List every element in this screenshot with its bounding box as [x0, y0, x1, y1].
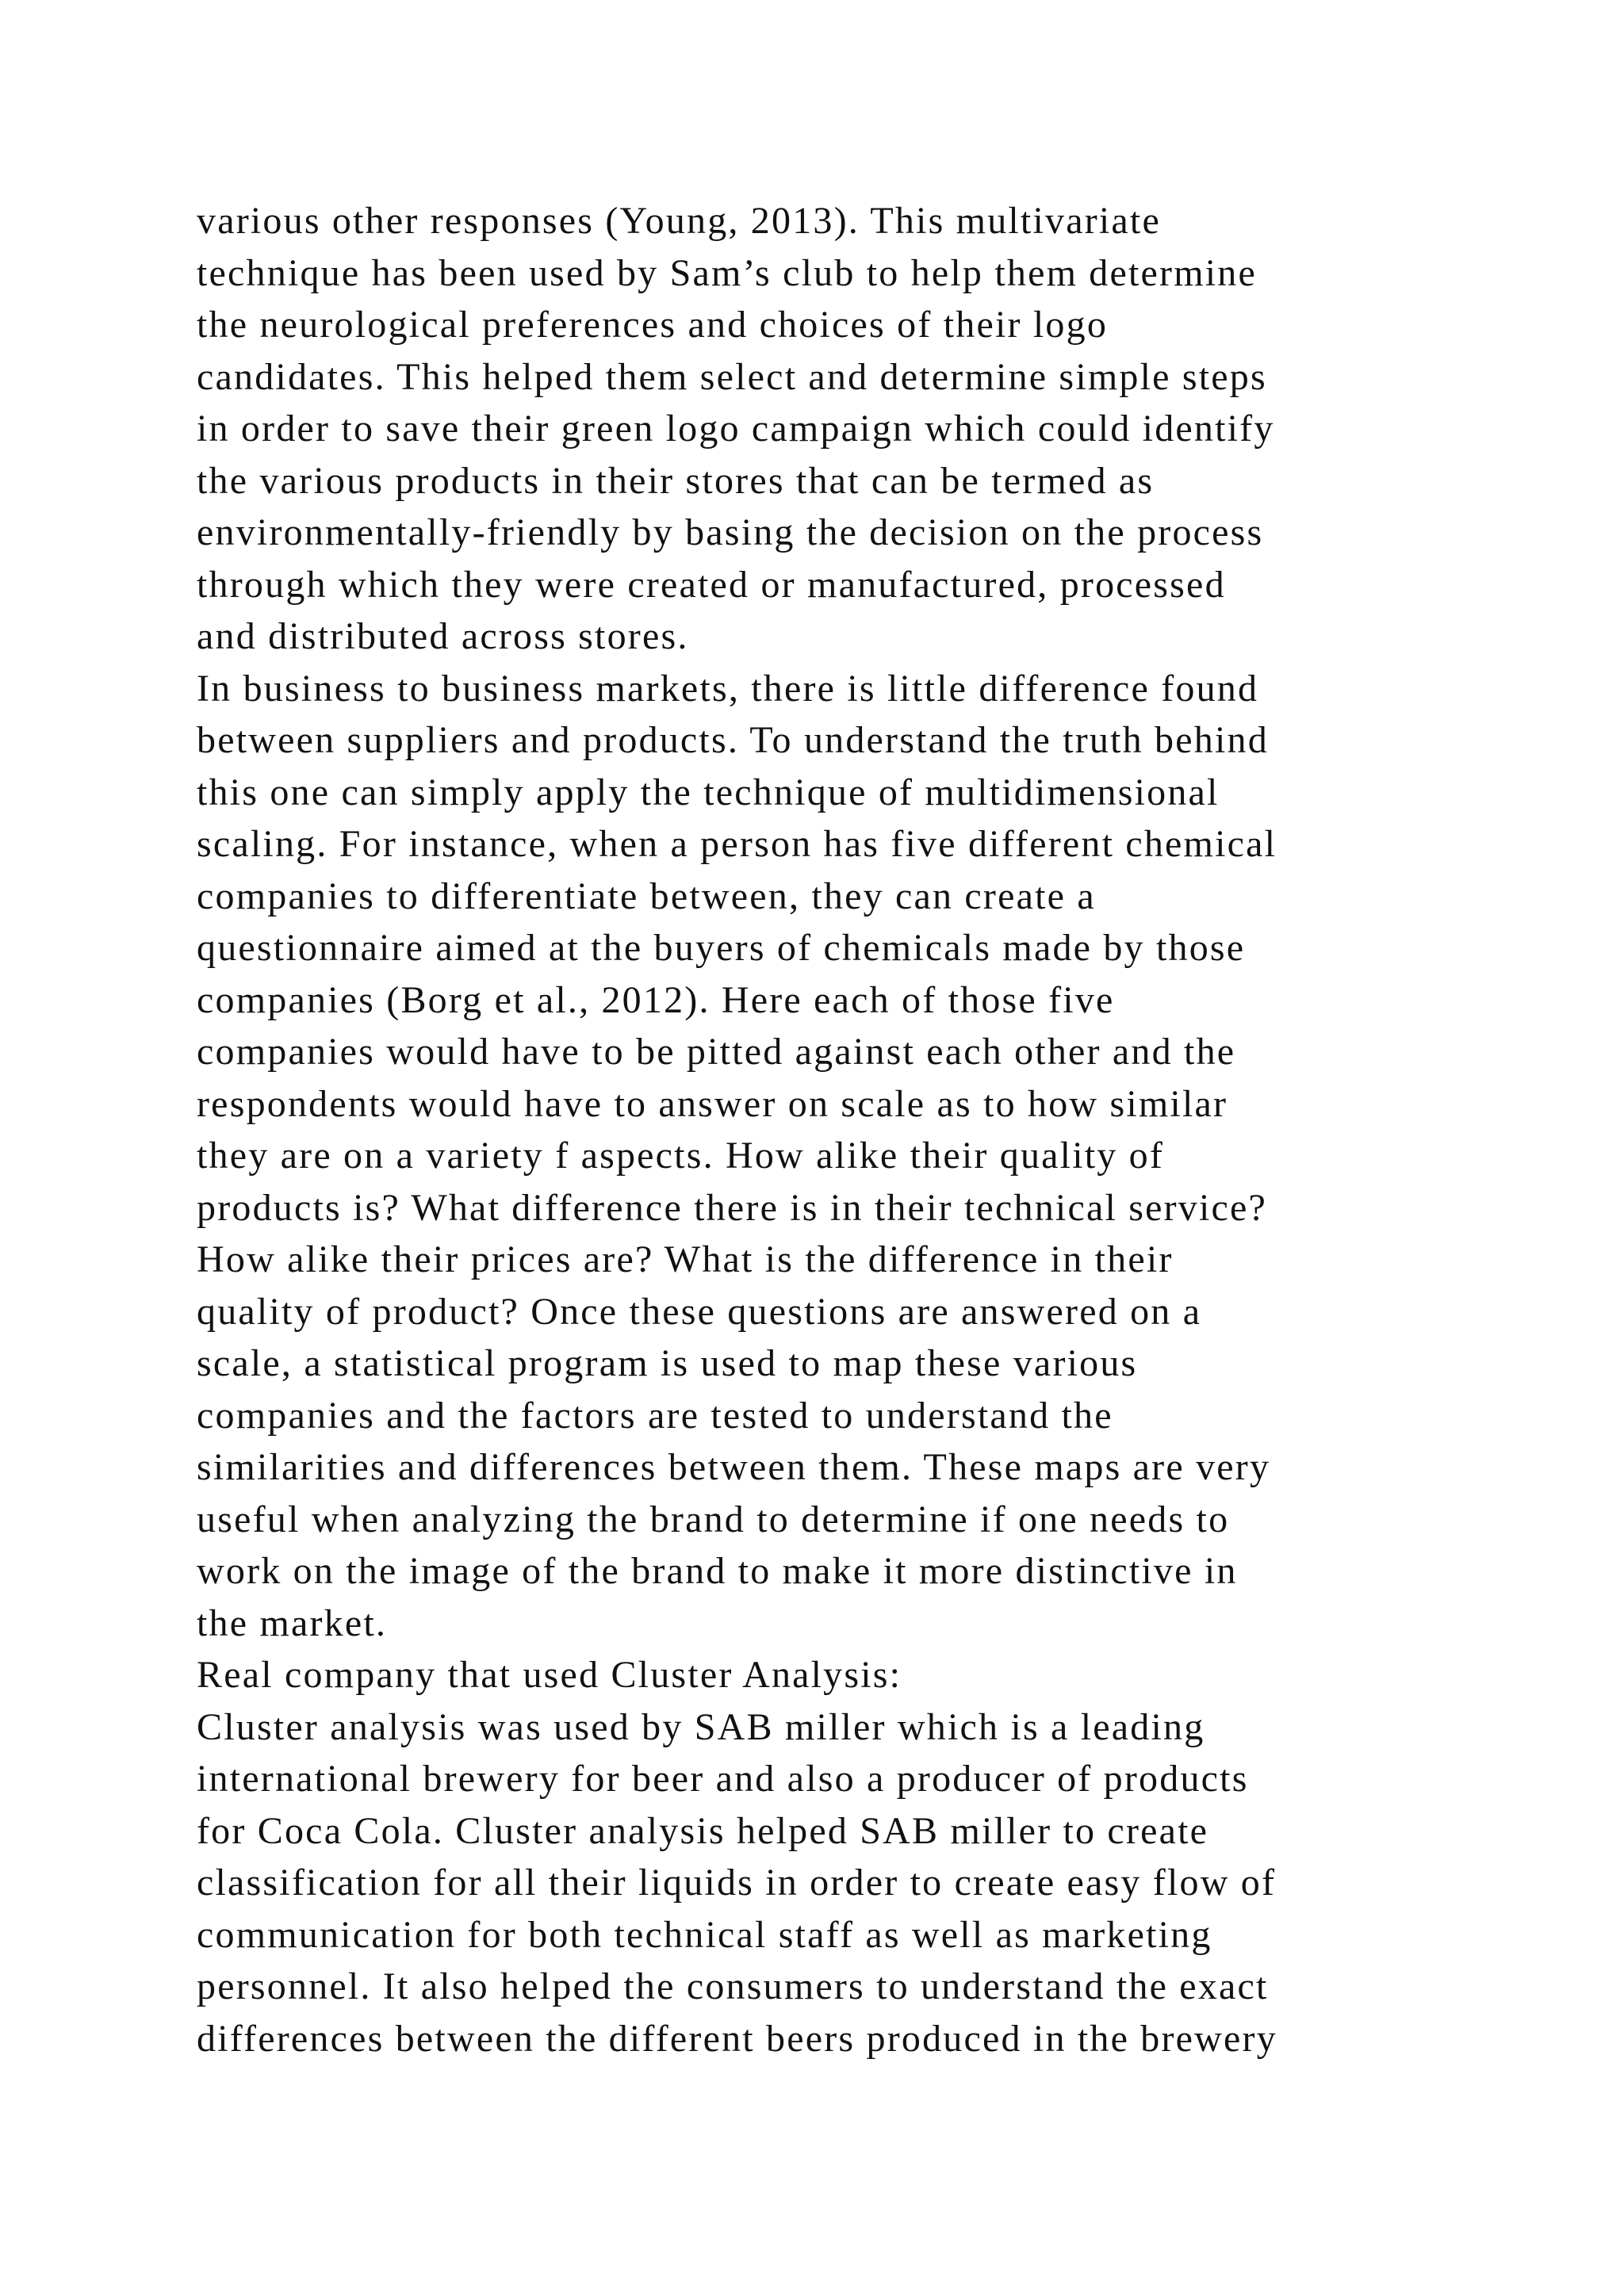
text-line: products is? What difference there is in their technical service? [197, 1186, 1268, 1229]
text-line: classification for all their liquids in order to create easy flow of [197, 1862, 1277, 1904]
text-line: companies (Borg et al., 2012). Here each of those five [197, 978, 1115, 1021]
text-line: companies to differentiate between, they can create a [197, 874, 1096, 917]
text-line: technique has been used by Sam’s club to help them determine [197, 251, 1258, 294]
text-line: the various products in their stores that can be termed as [197, 459, 1155, 502]
section-heading: Real company that used Cluster Analysis: [197, 1654, 902, 1696]
text-line: international brewery for beer and also a producer of products [197, 1758, 1249, 1800]
body-text [197, 195, 1513, 2064]
text-line: work on the image of the brand to make it more distinctive in [197, 1550, 1238, 1592]
text-line: candidates. This helped them select and determine simple steps [197, 355, 1267, 398]
text-line: the market. [197, 1601, 388, 1644]
text-line: through which they were created or manufactured, processed [197, 563, 1226, 606]
text-line: in order to save their green logo campaign which could identify [197, 408, 1275, 450]
text-line: various other responses (Young, 2013). This multivariate [197, 200, 1161, 242]
text-line: environmentally-friendly by basing the decision on the process [197, 511, 1264, 553]
text-line: questionnaire aimed at the buyers of chemicals made by those [197, 927, 1246, 969]
text-line: companies and the factors are tested to understand the [197, 1394, 1113, 1437]
text-line: Cluster analysis was used by SAB miller which is a leading [197, 1705, 1205, 1748]
text-line: respondents would have to answer on scale as to how similar [197, 1082, 1228, 1125]
text-line: this one can simply apply the technique of multidimensional [197, 771, 1220, 813]
text-line: for Coca Cola. Cluster analysis helped SAB miller to create [197, 1809, 1209, 1852]
text-line: How alike their prices are? What is the difference in their [197, 1238, 1174, 1280]
text-line: communication for both technical staff as well as marketing [197, 1913, 1212, 1956]
text-line: scale, a statistical program is used to map these various [197, 1342, 1138, 1384]
text-line: In business to business markets, there is little difference found [197, 667, 1259, 710]
text-line: differences between the different beers produced in the brewery [197, 2017, 1277, 2060]
text-line: useful when analyzing the brand to determine if one needs to [197, 1498, 1230, 1540]
text-line: companies would have to be pitted against each other and the [197, 1031, 1236, 1073]
text-line: quality of product? Once these questions are answered on a [197, 1290, 1202, 1333]
text-line: scaling. For instance, when a person has five different chemical [197, 823, 1277, 865]
text-line: they are on a variety f aspects. How alike their quality of [197, 1135, 1165, 1177]
text-line: between suppliers and products. To understand the truth behind [197, 719, 1269, 761]
text-line: personnel. It also helped the consumers to understand the exact [197, 1965, 1269, 2007]
text-line: and distributed across stores. [197, 615, 689, 657]
text-line: the neurological preferences and choices of their logo [197, 304, 1109, 346]
text-line: similarities and differences between them. These maps are very [197, 1446, 1271, 1488]
